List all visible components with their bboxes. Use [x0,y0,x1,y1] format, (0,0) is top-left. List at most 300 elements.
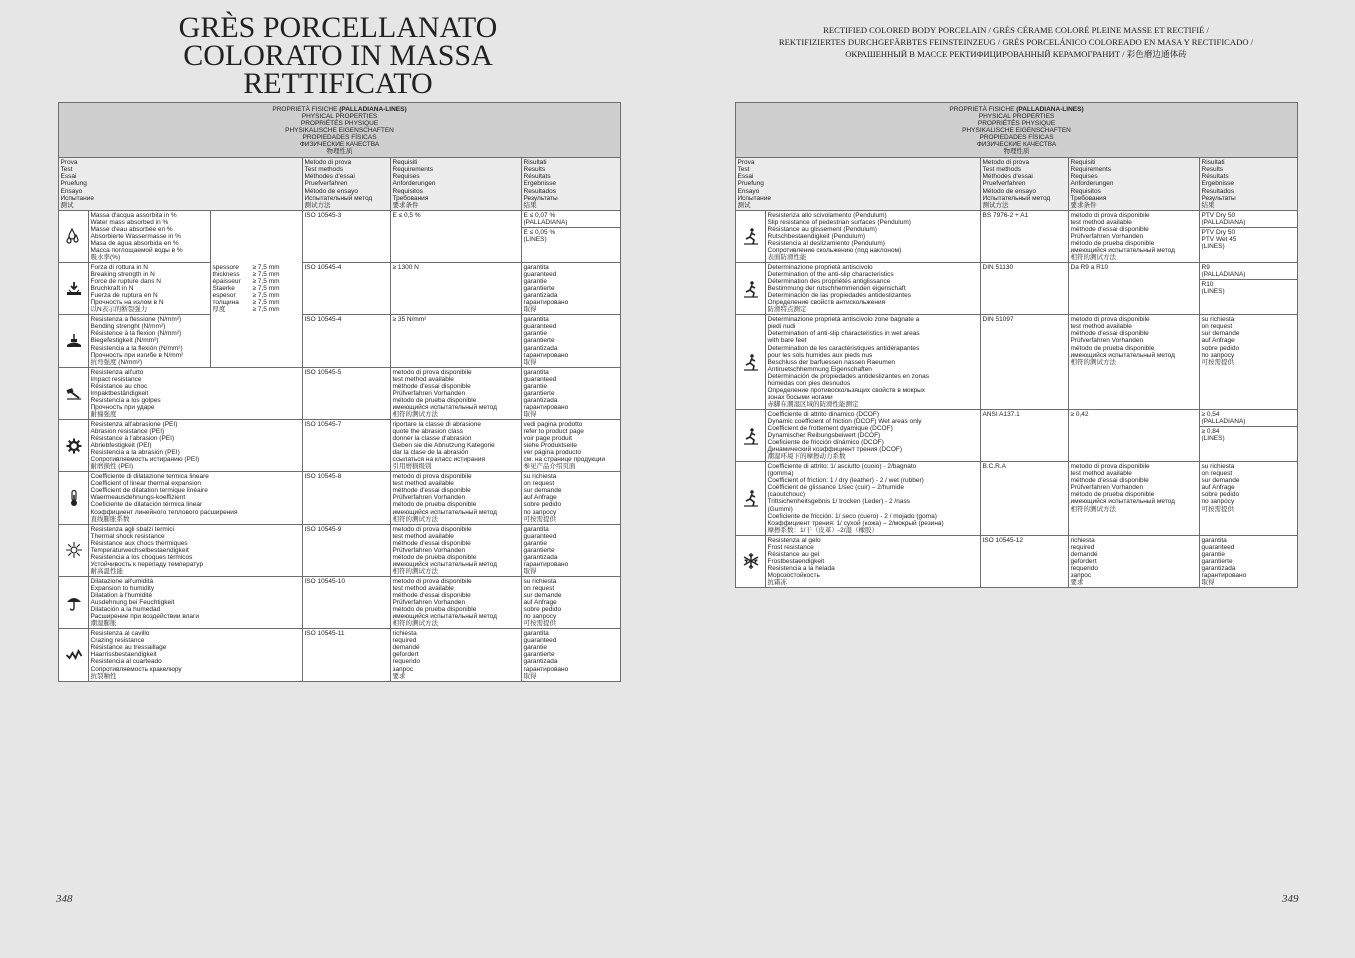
test-name-line: Dynamic coefficient of friction (DCOF) Wet areas only [767,417,922,425]
requirements-line: 相符的测试方法 [1070,253,1116,261]
requirements [391,262,522,314]
table-row [736,210,1298,262]
test-name-line: Определение противоскользящих свойств в мокрых [767,386,926,394]
test-name-line: Masa de agua absorbida en % [90,239,179,247]
results [1200,535,1298,587]
requirements-line: Prüfverfahren Vorhanden [392,546,466,554]
results-line: (PALLADIANA) [523,218,568,226]
test-name-line: Ausdehnung bei Feuchtigkeit [90,599,175,607]
requirements [1069,462,1200,535]
requirements [1069,409,1200,461]
requirements-line: Prüfverfahren Vorhanden [1070,232,1144,240]
thickness-label: толщина [212,299,239,307]
requirements-line: demandé [1070,550,1098,558]
method-line: ISO 10545-9 [304,525,342,533]
title-line: GRÈS PORCELLANATO [178,11,498,44]
test-name-line: Bending strenght (N/mm²) [90,323,166,331]
test-name-line: Temperaturwechselbestaendigkeit [90,546,189,554]
method-line: ISO 10545-7 [304,420,342,428]
title-line: COLORATO IN MASSA RETTIFICATO [183,39,493,100]
requirements-line: quote the abrasion class [392,428,463,436]
method [303,629,391,681]
test-name [89,472,303,524]
thermometer-icon [65,489,83,507]
requirements-line: riportare la classe di abrasione [392,420,482,428]
results-line: on request [1201,470,1233,478]
results-line: 取得 [1201,579,1215,586]
requirements [1069,315,1200,410]
column-header-requirements-line: Requisiti [1070,159,1096,167]
results-line: 取得 [523,672,537,680]
requirements [1069,262,1200,314]
requirements [1069,535,1200,587]
column-header-requirements-line: 要求条件 [1070,201,1097,209]
thickness-value: ≥ 7,5 mm [252,285,280,293]
results-line: гарантировано [523,665,569,673]
test-name-line: Determinación de las propiedades antideslizantes [767,292,911,300]
requirements [391,472,522,524]
requirements [1069,210,1200,262]
results [1200,315,1298,410]
column-header-test-line: Испытание [60,194,94,202]
icon-cell [59,524,89,576]
test-name-line: Determination of the anti-slip characteristics [767,271,894,279]
requirements-line: имеющийся испытательный метод [392,508,497,516]
test-name-line: Определение свойств антискольжения [767,299,886,307]
requirements-line: test method available [1070,218,1132,226]
thickness-block [211,210,303,367]
test-name-line: Fuerza de ruptura en N [90,292,158,300]
icon-cell [736,535,766,587]
method-line: ISO 10545-12 [982,536,1023,544]
table-row [59,524,621,576]
results-line: garantie [523,644,547,652]
column-header-results-line: Resultados [1201,187,1235,195]
results-line: garantizada [523,292,558,300]
test-name-line: Frost resistance [767,543,814,551]
test-name-line: 耐高温性能 [90,567,123,575]
results-line: voir page produit [523,435,572,443]
test-name-line: Прочность на излом в N [90,299,164,307]
test-name-line: Water mass absorbed in % [90,218,169,226]
test-name-line: Determinazione proprietà antiscivolo [767,263,873,271]
crazing-icon [65,646,83,664]
test-name-line: Résistance à l'abrasion (PEI) [90,435,175,443]
test-name-line: pour les sols humides aux pieds nus [767,351,873,359]
method [981,535,1069,587]
subtitle-line: RECTIFIED COLORED BODY PORCELAIN / GRÈS CÉRAME COLORÉ PLEINE MASSE ET RECTIFIÉ / [823,25,1209,35]
method-line: ISO 10545-4 [304,263,342,271]
test-name-line: Resistenza al cavillo [90,630,150,638]
test-name-line: Biegefestigkeit (N/mm²) [90,337,159,345]
results-part [1200,263,1297,279]
page-title [88,11,588,100]
test-name-line: 吸水率(%) [90,253,121,261]
results-line: 可按需提供 [1201,358,1234,366]
test-name-line: Коэффициент трения: 1/ сухой (кожа) – 2/мокрый (резина) [767,519,944,527]
results-line: auf Anfrage [523,599,557,607]
requirements-line: método de prueba disponible [392,501,477,509]
column-header-requirements-line: Anforderungen [392,180,436,188]
method-line: ISO 10545-5 [304,368,342,376]
column-header-method-line: Méthodes d'essai [982,173,1033,181]
table-row [736,462,1298,535]
table-row [59,367,621,419]
impact-hammer-icon [65,384,83,402]
test-name-line: Сопротивление скольжению (под наклоном) [767,246,902,254]
requirements-line: método de prueba disponible [392,606,477,614]
requirements-line: dar la clase de la abrasión [392,449,469,457]
column-header-requirements-line: Требования [392,194,429,202]
test-name-line: Trittsichenheitsgebnis 1/ trocken (Leder) - 2 /nass [767,498,910,506]
thickness-row [213,271,301,278]
header-line: PROPIEDADES FÍSICAS [979,134,1054,142]
test-name-line: Crazing resistance [90,637,145,645]
results-line: su richiesta [523,473,557,481]
umbrella-icon [65,594,83,612]
results-line: PTV Dry 50 [1201,228,1236,236]
results [522,262,621,314]
requirements-line: método de prueba disponible [392,553,477,561]
requirements [391,367,522,419]
requirements [391,629,522,681]
method [303,524,391,576]
method-line: ISO 10545-11 [304,630,345,638]
results [522,210,621,262]
test-name-line: Abriebfestigkeit (PEI) [90,442,152,450]
method-line: DIN 51097 [982,316,1014,324]
icon-cell [59,419,89,471]
requirements-line: Geben sie die Abnutzung Kategorie [392,442,495,450]
test-name-line: piedi nudi [767,323,796,331]
requirements-line: ≥ 0,42 [1070,410,1089,418]
requirements-line: 要求 [392,672,406,680]
column-header-method-line: Pruefverfahren [982,180,1026,188]
column-header-results-line: Risultati [523,159,547,167]
header-line [61,106,618,113]
requirements-line: richiesta [1070,536,1095,544]
requirements-line: 相符的测试方法 [1070,505,1116,513]
requirements-line: required [392,637,417,645]
method-line: B.C.R.A [982,463,1006,471]
test-name-line: Resistencia a la abrasión (PEI) [90,449,180,457]
test-name-line: 抗弯强度 (N/mm²) [90,358,143,366]
results-line: 取得 [523,410,537,418]
requirements-line: requerido [1070,564,1098,572]
column-header-requirements [1069,158,1200,210]
thickness-label: espesor [212,292,236,300]
results-line: auf Anfrage [523,494,557,502]
results-line: 可按需提供 [1201,505,1234,513]
anti-slip-wet-icon [742,353,760,371]
table-row [736,315,1298,410]
thickness-label: spessore [212,263,239,271]
test-name-line: 抗霜冻 [767,579,787,586]
results-line: sur demande [523,487,562,495]
column-header-test [736,158,981,210]
requirements-line: имеющийся испытательный метод [1070,498,1175,506]
results-line: garantizada [523,553,558,561]
column-header-requirements [391,158,522,210]
method-line: ISO 10545-8 [304,473,342,481]
test-name-line: Coefficient de dilatation termique linéaire [90,487,208,495]
page-number-left: 348 [56,893,73,905]
test-name-line: with bare feet [767,337,807,345]
requirements-line: método de prueba disponible [1070,344,1155,352]
header-line: ФИЗИЧЕСКИЕ КАЧЕСТВА [299,141,380,149]
column-header-test-line: Essai [60,173,77,181]
requirements-line: test method available [392,480,454,488]
table-row [736,409,1298,461]
thickness-value: ≥ 7,5 mm [252,278,280,286]
requirements-line: gefordert [1070,557,1097,565]
thermal-shock-icon [65,541,83,559]
results-line: garantita [523,263,549,271]
icon-cell [59,576,89,628]
header-line: PROPRIÉTÉS PHYSIQUE [300,120,379,128]
results-line: garantita [523,316,549,324]
method [981,210,1069,262]
test-name-line: Résistence à la flexion (N/mm²) [90,330,182,338]
requirements-line: 相符的测试方法 [392,567,438,575]
requirements-line: metodo di prova disponibile [392,577,472,585]
requirements-line: metodo di prova disponibile [392,525,472,533]
requirements-line: méthode d'essai disponible [1070,477,1149,485]
icon-cell [736,262,766,314]
results-line: sur demande [1201,477,1240,485]
column-header-requirements-line: Anforderungen [1070,180,1114,188]
column-header-method-line: 测试方法 [982,201,1009,209]
results-line: garantie [523,539,547,547]
test-name-line: Résistance au gel [767,550,820,558]
method [303,262,391,314]
physical-properties-header [736,103,1298,158]
thickness-label: Staerke [212,285,235,293]
requirements-line: richiesta [392,630,417,638]
test-name-line: Résistance au glissement (Pendulum) [767,225,877,233]
test-name-line: Resistencia al deslizamiento (Pendulum) [767,239,885,247]
results-line: garantierte [1201,557,1233,565]
test-name-line: Bruchkraft in N [90,285,134,293]
requirements-line: ≥ 1300 N [392,263,419,271]
results-line: su richiesta [523,577,557,585]
test-name-line: Résistance aux chocs thermiques [90,539,188,547]
requirements-line: metodo di prova disponibile [1070,316,1150,324]
results-line: su richiesta [1201,463,1235,471]
test-name [766,210,981,262]
column-header-test-line: Pruefung [60,180,87,188]
results [522,629,621,681]
results-line: гарантировано [523,560,569,568]
test-name-line: Massa d'acqua assorbita in % [90,211,177,219]
results-line: on request [523,480,555,488]
results-line: guaranteed [523,271,557,279]
test-name-line: 潮湿环境下的摩擦动力系数 [767,453,846,461]
requirements-line: имеющийся испытательный метод [1070,246,1175,254]
results-line: garantizada [523,658,558,666]
results-line: гарантировано [523,351,569,359]
test-name-line: 摩擦系数：1/干（皮革）-2/湿（橡胶） [767,526,879,534]
icon-cell [59,210,89,262]
method-line: ANSI A137.1 [982,410,1020,418]
header-line: 物理性质 [1003,148,1030,156]
icon-cell [736,315,766,410]
method [303,367,391,419]
results-line: 可按需提供 [523,620,556,628]
requirements-line: 要求 [1070,579,1084,586]
column-header-test-line: Ensayo [60,187,83,195]
method [303,315,391,367]
column-header-results-line: 结果 [523,201,537,209]
test-name-line: Dilatation à l'humidité [90,592,153,600]
results-line: garantita [523,630,549,638]
results-part [1200,410,1297,426]
header-product-name: (PALLADIANA-LINES) [339,106,407,113]
requirements-line: 相符的测试方法 [392,515,438,523]
friction-bcra-icon [742,489,760,507]
requirements [391,524,522,576]
results-line: (LINES) [1201,242,1225,250]
test-name-line: Impact resistance [90,375,142,383]
requirements-line: 相符的测试方法 [1070,358,1116,366]
results-part [1200,426,1297,443]
requirements-line: metodo di prova disponibile [1070,463,1150,471]
test-name-line: Сопротивляемость истиранию (PEI) [90,456,200,464]
test-name-line: Haarrissbestaendigkeit [90,651,157,659]
breaking-load-icon [65,280,83,298]
results-line: garantierte [523,546,555,554]
test-name-line: 防滑特点测定 [767,306,807,314]
results-line: гарантировано [1201,571,1247,579]
method [303,419,391,471]
results-line: garantie [523,330,547,338]
subtitle-line: ОКРАШЕННЫЙ В МАССЕ РЕКТИФИЦИРОВАННЫЙ КЕРАМОГРАНИТ / 彩色磨边通体砖 [845,49,1187,59]
column-header-test-line: 测试 [60,201,74,209]
results-line: (PALLADIANA) [1201,218,1246,226]
requirements-line: Da R9 a R10 [1070,263,1109,271]
results-line: vedi pagina prodotto [523,420,583,428]
test-name-line: зонах босыми ногами [767,393,833,401]
test-name-line: (gomma) [767,470,794,478]
thickness-row [213,292,301,299]
requirements-line: Prüfverfahren Vorhanden [392,494,466,502]
header-line: 物理性质 [326,148,353,156]
results-line: sur demande [523,592,562,600]
test-name-line: Determinazione proprietà antiscivolo zone bagnate a [767,316,920,324]
test-name-line: 表面防滑性能 [767,253,807,261]
results-line: garantie [523,382,547,390]
test-name-line: Coeficiente de fricción: 1/ seco (cuero) - 2 / mojado (goma) [767,512,937,520]
test-name-line: Waermeausdehnungs-koeffizient [90,494,186,502]
method [303,210,391,262]
column-header-test-line: Pruefung [737,180,764,188]
test-name-line: (Gummi) [767,505,793,513]
results-line: sobre pedido [1201,344,1240,352]
test-name-line: Коэффициент линейного теплового расширения [90,508,238,516]
thickness-value: ≥ 7,5 mm [252,263,280,271]
requirements-line: test method available [392,375,454,383]
column-header-results-line: Ergebnisse [1201,180,1235,188]
physical-properties-table-right [735,102,1298,588]
results [1200,210,1298,262]
test-name-line: Resistencia al cuarteado [90,658,162,666]
test-name-line: Resistencia a los golpes [90,396,161,404]
requirements-line: имеющийся испытательный метод [392,613,497,621]
method [981,409,1069,461]
page-subtitle [736,24,1296,60]
header-line: PHYSIKALISCHE EIGENSCHAFTEN [962,127,1071,135]
test-name-line: Frostbestaendigkeit [767,557,825,565]
column-header-results-line: Результаты [1201,194,1236,202]
abrasion-gear-icon [65,437,83,455]
column-header-method-line: Método de ensayo [982,187,1036,195]
column-header-requirements-line: Requises [1070,173,1098,181]
test-name [89,367,303,419]
results-line: refer to product page [523,428,584,436]
method [303,472,391,524]
column-header-requirements-line: Requises [392,173,420,181]
column-header-results-line: Results [1201,166,1224,174]
results [522,472,621,524]
results [522,315,621,367]
friction-dcof-icon [742,427,760,445]
column-header-results-line: Результаты [523,194,558,202]
test-name-line: (caoutchouc) [767,491,806,499]
results-part [522,227,620,244]
results-line: garantierte [523,389,555,397]
requirements-line: méthode d'essai disponible [1070,225,1149,233]
test-name-line: Dynamischer Reibungsbeiwert (DCOF) [767,432,881,440]
results-line: PTV Wet 45 [1201,235,1237,243]
test-name-line: Masse d'eau absorbée en % [90,225,173,233]
page-number-right: 349 [1282,893,1299,905]
column-header-requirements-line: Requisitos [392,187,423,195]
test-name-line: Determination de les caractéristiques antidérapantes [767,344,920,352]
snowflake-icon [742,552,760,570]
results-line: sobre pedido [1201,491,1240,499]
thickness-value: ≥ 7,5 mm [252,292,280,300]
results-line: R9 [1201,263,1210,271]
results-line: по запросу [1201,498,1235,506]
test-name-line: Résistance au tressaillage [90,644,167,652]
requirements-line: método de prueba disponible [392,396,477,404]
test-name-line: 赤脚在潮湿区域的防滑性能测定 [767,400,859,408]
test-name-line: Impaktbeständigkeit [90,389,149,397]
column-header-test-line: 测试 [737,201,751,209]
test-name-line: Resistenza al gelo [767,536,821,544]
test-name-line: Rutschbestaendigkeit (Pendulum) [767,232,866,240]
requirements-line: metodo di prova disponibile [392,473,472,481]
test-name-line: Прочность при изгибе в N/mm² [90,351,184,359]
results-line: sur demande [1201,330,1240,338]
column-header-method-line: Pruefverfahren [304,180,348,188]
results-line: on request [1201,323,1233,331]
table-row [736,535,1298,587]
requirements-line: metodo di prova disponibile [392,368,472,376]
results-line: ≥ 0,84 [1201,428,1220,436]
requirements-line: 相符的测试方法 [392,410,438,418]
header-product-name: (PALLADIANA-LINES) [1016,106,1084,113]
test-name-line: Coeficiente de dilatación térmica linear [90,501,203,509]
thickness-row [213,278,301,285]
results-line: garantierte [523,337,555,345]
results-line: auf Anfrage [1201,337,1235,345]
column-header-test-line: Prova [60,159,78,167]
method-line: DIN 51130 [982,263,1014,271]
water-drops-icon [65,227,83,245]
column-header-method-line: Metodo di prova [304,159,352,167]
results-part [1200,227,1297,251]
